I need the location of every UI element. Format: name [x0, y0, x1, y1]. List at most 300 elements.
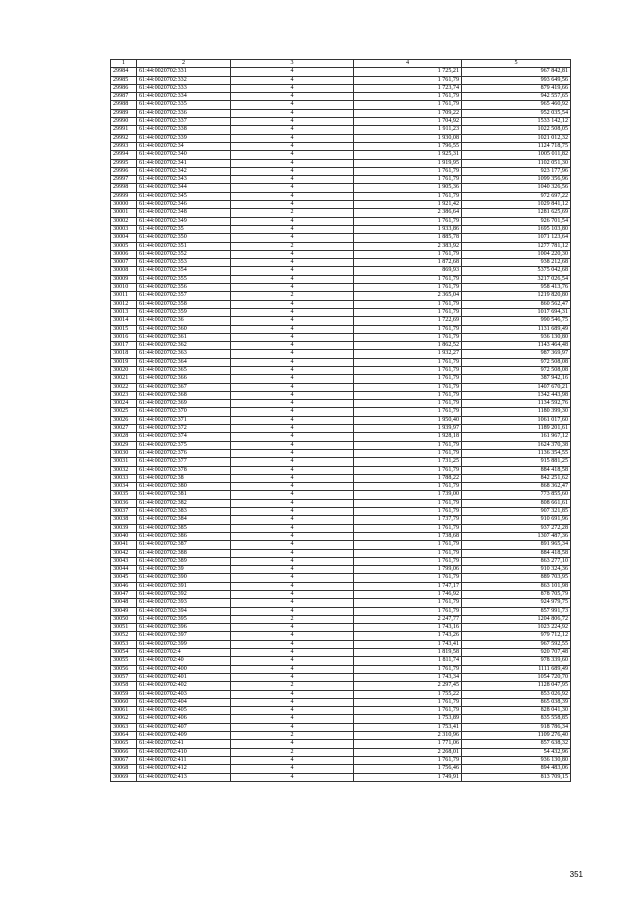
value-cell: 958 413,76 — [462, 284, 571, 292]
value-cell: 952 035,54 — [462, 109, 571, 117]
table-row — [111, 366, 571, 374]
area-cell: 1 761,79 — [354, 358, 462, 366]
cadastral-number-cell: 61:44:0020702:394 — [137, 607, 231, 615]
table-row — [111, 333, 571, 341]
row-number-cell: 30046 — [111, 582, 137, 590]
count-cell: 4 — [231, 491, 354, 499]
value-cell: 972 508,08 — [462, 366, 571, 374]
value-cell: 967 592,55 — [462, 640, 571, 648]
table-row — [111, 690, 571, 698]
table-row — [111, 765, 571, 773]
table-row — [111, 748, 571, 756]
value-cell: 979 712,12 — [462, 632, 571, 640]
row-number-cell: 30063 — [111, 723, 137, 731]
row-number-cell: 30038 — [111, 516, 137, 524]
count-cell: 4 — [231, 408, 354, 416]
table-row — [111, 574, 571, 582]
row-number-cell: 30007 — [111, 259, 137, 267]
value-cell: 972 508,08 — [462, 358, 571, 366]
table-row — [111, 549, 571, 557]
count-cell: 4 — [231, 425, 354, 433]
area-cell: 1 761,79 — [354, 192, 462, 200]
area-cell: 1 731,25 — [354, 458, 462, 466]
row-number-cell: 29995 — [111, 159, 137, 167]
value-cell: 1134 592,76 — [462, 400, 571, 408]
area-cell: 1 761,79 — [354, 400, 462, 408]
area-cell: 1 761,79 — [354, 698, 462, 706]
count-cell: 4 — [231, 524, 354, 532]
value-cell: 1219 820,80 — [462, 292, 571, 300]
area-cell: 1 761,79 — [354, 383, 462, 391]
area-cell: 1 739,00 — [354, 491, 462, 499]
table-row — [111, 308, 571, 316]
area-cell: 1 761,79 — [354, 250, 462, 258]
area-cell: 1 950,40 — [354, 416, 462, 424]
count-cell: 4 — [231, 333, 354, 341]
value-cell: 3217 026,54 — [462, 275, 571, 283]
area-cell: 1 761,79 — [354, 284, 462, 292]
row-number-cell: 30034 — [111, 483, 137, 491]
value-cell: 1533 142,12 — [462, 118, 571, 126]
area-cell: 1 761,79 — [354, 333, 462, 341]
area-cell: 1 921,42 — [354, 201, 462, 209]
table-row — [111, 93, 571, 101]
header-cell-4: 4 — [354, 60, 462, 68]
cadastral-number-cell: 61:44:0020702:411 — [137, 756, 231, 764]
area-cell: 1 725,21 — [354, 68, 462, 76]
table-row — [111, 151, 571, 159]
row-number-cell: 30056 — [111, 665, 137, 673]
cadastral-number-cell: 61:44:0020702:404 — [137, 698, 231, 706]
row-number-cell: 30016 — [111, 333, 137, 341]
count-cell: 4 — [231, 657, 354, 665]
area-cell: 1 749,91 — [354, 773, 462, 781]
table-row — [111, 698, 571, 706]
cadastral-number-cell: 61:44:0020702:36 — [137, 317, 231, 325]
table-row — [111, 350, 571, 358]
area-cell: 1 761,79 — [354, 574, 462, 582]
table-row — [111, 192, 571, 200]
count-cell: 4 — [231, 391, 354, 399]
table-row — [111, 275, 571, 283]
count-cell: 4 — [231, 715, 354, 723]
table-row — [111, 773, 571, 781]
count-cell: 4 — [231, 284, 354, 292]
cadastral-number-cell: 61:44:0020702:340 — [137, 151, 231, 159]
value-cell: 1111 689,49 — [462, 665, 571, 673]
area-cell: 1 761,79 — [354, 665, 462, 673]
area-cell: 1 885,78 — [354, 234, 462, 242]
area-cell: 2 365,04 — [354, 292, 462, 300]
row-number-cell: 30005 — [111, 242, 137, 250]
table-row — [111, 425, 571, 433]
table-row — [111, 466, 571, 474]
count-cell: 4 — [231, 690, 354, 698]
table-row — [111, 607, 571, 615]
count-cell: 4 — [231, 607, 354, 615]
cadastral-number-cell: 61:44:0020702:364 — [137, 358, 231, 366]
value-cell: 813 709,15 — [462, 773, 571, 781]
cadastral-number-cell: 61:44:0020702:410 — [137, 748, 231, 756]
area-cell: 1 819,58 — [354, 649, 462, 657]
table-row — [111, 408, 571, 416]
cadastral-number-cell: 61:44:0020702:346 — [137, 201, 231, 209]
area-cell: 1 704,92 — [354, 118, 462, 126]
value-cell: 938 212,68 — [462, 259, 571, 267]
cadastral-number-cell: 61:44:0020702:355 — [137, 275, 231, 283]
value-cell: 1029 841,12 — [462, 201, 571, 209]
table-row — [111, 532, 571, 540]
count-cell: 4 — [231, 375, 354, 383]
area-cell: 1 761,79 — [354, 541, 462, 549]
table-row — [111, 400, 571, 408]
row-number-cell: 30017 — [111, 342, 137, 350]
table-row — [111, 557, 571, 565]
cadastral-number-cell: 61:44:0020702:376 — [137, 449, 231, 457]
cadastral-number-cell: 61:44:0020702:412 — [137, 765, 231, 773]
cadastral-number-cell: 61:44:0020702:395 — [137, 615, 231, 623]
area-cell: 1 761,79 — [354, 217, 462, 225]
value-cell: 993 649,56 — [462, 76, 571, 84]
table-row — [111, 209, 571, 217]
value-cell: 967 842,81 — [462, 68, 571, 76]
value-cell: 808 661,61 — [462, 499, 571, 507]
row-number-cell: 30012 — [111, 300, 137, 308]
table-row — [111, 682, 571, 690]
count-cell: 4 — [231, 275, 354, 283]
row-number-cell: 30011 — [111, 292, 137, 300]
table-row — [111, 441, 571, 449]
value-cell: 889 703,95 — [462, 574, 571, 582]
cadastral-number-cell: 61:44:0020702:368 — [137, 391, 231, 399]
table-header-row — [111, 60, 571, 68]
header-cell-3: 3 — [231, 60, 354, 68]
row-number-cell: 30069 — [111, 773, 137, 781]
table-row — [111, 740, 571, 748]
count-cell: 4 — [231, 474, 354, 482]
area-cell: 1 925,31 — [354, 151, 462, 159]
row-number-cell: 30062 — [111, 715, 137, 723]
table-row — [111, 474, 571, 482]
value-cell: 865 038,39 — [462, 698, 571, 706]
count-cell: 4 — [231, 267, 354, 275]
row-number-cell: 30061 — [111, 707, 137, 715]
value-cell: 1128 047,95 — [462, 682, 571, 690]
row-number-cell: 30020 — [111, 366, 137, 374]
count-cell: 4 — [231, 591, 354, 599]
area-cell: 1 761,79 — [354, 167, 462, 175]
row-number-cell: 29989 — [111, 109, 137, 117]
row-number-cell: 30008 — [111, 267, 137, 275]
count-cell: 4 — [231, 184, 354, 192]
count-cell: 4 — [231, 192, 354, 200]
area-cell: 1 743,26 — [354, 632, 462, 640]
value-cell: 161 967,12 — [462, 433, 571, 441]
value-cell: 972 697,22 — [462, 192, 571, 200]
value-cell: 842 251,62 — [462, 474, 571, 482]
count-cell: 4 — [231, 308, 354, 316]
cadastral-number-cell: 61:44:0020702:343 — [137, 176, 231, 184]
cadastral-number-cell: 61:44:0020702:388 — [137, 549, 231, 557]
row-number-cell: 30009 — [111, 275, 137, 283]
table-row — [111, 673, 571, 681]
table-body — [111, 68, 571, 782]
area-cell: 1 743,16 — [354, 624, 462, 632]
count-cell: 4 — [231, 449, 354, 457]
value-cell: 924 979,75 — [462, 599, 571, 607]
count-cell: 4 — [231, 665, 354, 673]
cadastral-number-cell: 61:44:0020702:386 — [137, 532, 231, 540]
row-number-cell: 30041 — [111, 541, 137, 549]
cadastral-number-cell: 61:44:0020702:38 — [137, 474, 231, 482]
area-cell: 1 799,06 — [354, 566, 462, 574]
cadastral-number-cell: 61:44:0020702:387 — [137, 541, 231, 549]
value-cell: 936 130,80 — [462, 333, 571, 341]
cadastral-number-cell: 61:44:0020702:350 — [137, 234, 231, 242]
count-cell: 4 — [231, 317, 354, 325]
table-row — [111, 300, 571, 308]
area-cell: 1 761,79 — [354, 308, 462, 316]
value-cell: 1124 718,75 — [462, 142, 571, 150]
row-number-cell: 29987 — [111, 93, 137, 101]
count-cell: 4 — [231, 541, 354, 549]
row-number-cell: 30021 — [111, 375, 137, 383]
cadastral-number-cell: 61:44:0020702:39 — [137, 566, 231, 574]
row-number-cell: 30042 — [111, 549, 137, 557]
count-cell: 4 — [231, 151, 354, 159]
table-row — [111, 524, 571, 532]
page-number: 351 — [569, 870, 583, 879]
row-number-cell: 30050 — [111, 615, 137, 623]
cadastral-number-cell: 61:44:0020702:363 — [137, 350, 231, 358]
count-cell: 4 — [231, 483, 354, 491]
table-row — [111, 499, 571, 507]
value-cell: 936 130,80 — [462, 756, 571, 764]
cadastral-number-cell: 61:44:0020702:374 — [137, 433, 231, 441]
cadastral-number-cell: 61:44:0020702:370 — [137, 408, 231, 416]
value-cell: 910 691,96 — [462, 516, 571, 524]
table-row — [111, 142, 571, 150]
cadastral-number-cell: 61:44:0020702:360 — [137, 325, 231, 333]
count-cell: 4 — [231, 466, 354, 474]
area-cell: 1 761,79 — [354, 391, 462, 399]
row-number-cell: 30052 — [111, 632, 137, 640]
table-row — [111, 665, 571, 673]
row-number-cell: 29999 — [111, 192, 137, 200]
row-number-cell: 30003 — [111, 225, 137, 233]
count-cell: 4 — [231, 350, 354, 358]
cadastral-number-cell: 61:44:0020702:338 — [137, 126, 231, 134]
cadastral-number-cell: 61:44:0020702:381 — [137, 491, 231, 499]
row-number-cell: 30036 — [111, 499, 137, 507]
row-number-cell: 30045 — [111, 574, 137, 582]
row-number-cell: 30065 — [111, 740, 137, 748]
row-number-cell: 30027 — [111, 425, 137, 433]
area-cell: 1 738,68 — [354, 532, 462, 540]
cadastral-number-cell: 61:44:0020702:391 — [137, 582, 231, 590]
area-cell: 1 919,95 — [354, 159, 462, 167]
area-cell: 1 761,79 — [354, 499, 462, 507]
count-cell: 4 — [231, 400, 354, 408]
cadastral-number-cell: 61:44:0020702:4 — [137, 649, 231, 657]
table-row — [111, 416, 571, 424]
count-cell: 4 — [231, 632, 354, 640]
table-row — [111, 225, 571, 233]
cadastral-number-cell: 61:44:0020702:405 — [137, 707, 231, 715]
value-cell: 965 460,92 — [462, 101, 571, 109]
cadastral-number-cell: 61:44:0020702:402 — [137, 682, 231, 690]
cadastral-number-cell: 61:44:0020702:378 — [137, 466, 231, 474]
value-cell: 1407 670,21 — [462, 383, 571, 391]
row-number-cell: 30028 — [111, 433, 137, 441]
row-number-cell: 29986 — [111, 84, 137, 92]
cadastral-number-cell: 61:44:0020702:34 — [137, 142, 231, 150]
count-cell: 4 — [231, 723, 354, 731]
area-cell: 1 872,68 — [354, 259, 462, 267]
count-cell: 4 — [231, 549, 354, 557]
count-cell: 4 — [231, 441, 354, 449]
cadastral-number-cell: 61:44:0020702:366 — [137, 375, 231, 383]
value-cell: 926 701,54 — [462, 217, 571, 225]
table-row — [111, 167, 571, 175]
area-cell: 1 862,52 — [354, 342, 462, 350]
area-cell: 1 747,17 — [354, 582, 462, 590]
area-cell: 1 761,79 — [354, 756, 462, 764]
value-cell: 1023 224,92 — [462, 624, 571, 632]
area-cell: 1 761,79 — [354, 466, 462, 474]
row-number-cell: 30015 — [111, 325, 137, 333]
area-cell: 1 753,89 — [354, 715, 462, 723]
table-row — [111, 68, 571, 76]
value-cell: 1102 051,30 — [462, 159, 571, 167]
table-row — [111, 118, 571, 126]
table-row — [111, 707, 571, 715]
row-number-cell: 30032 — [111, 466, 137, 474]
area-cell: 2 268,01 — [354, 748, 462, 756]
row-number-cell: 30058 — [111, 682, 137, 690]
cadastral-table — [110, 59, 571, 782]
row-number-cell: 30035 — [111, 491, 137, 499]
area-cell: 1 737,79 — [354, 516, 462, 524]
count-cell: 4 — [231, 201, 354, 209]
count-cell: 4 — [231, 582, 354, 590]
row-number-cell: 30001 — [111, 209, 137, 217]
row-number-cell: 30060 — [111, 698, 137, 706]
value-cell: 1022 508,05 — [462, 126, 571, 134]
value-cell: 978 339,60 — [462, 657, 571, 665]
cadastral-number-cell: 61:44:0020702:367 — [137, 383, 231, 391]
count-cell: 2 — [231, 732, 354, 740]
value-cell: 853 026,92 — [462, 690, 571, 698]
cadastral-number-cell: 61:44:0020702:400 — [137, 665, 231, 673]
area-cell: 1 761,79 — [354, 449, 462, 457]
row-number-cell: 30018 — [111, 350, 137, 358]
value-cell: 918 786,34 — [462, 723, 571, 731]
cadastral-number-cell: 61:44:0020702:331 — [137, 68, 231, 76]
cadastral-number-cell: 61:44:0020702:409 — [137, 732, 231, 740]
value-cell: 868 362,47 — [462, 483, 571, 491]
count-cell: 4 — [231, 250, 354, 258]
row-number-cell: 30019 — [111, 358, 137, 366]
table-row — [111, 649, 571, 657]
table-row — [111, 483, 571, 491]
value-cell: 1061 017,60 — [462, 416, 571, 424]
row-number-cell: 30010 — [111, 284, 137, 292]
count-cell: 4 — [231, 698, 354, 706]
row-number-cell: 30023 — [111, 391, 137, 399]
cadastral-number-cell: 61:44:0020702:365 — [137, 366, 231, 374]
value-cell: 863 101,98 — [462, 582, 571, 590]
value-cell: 828 041,30 — [462, 707, 571, 715]
area-cell: 2 383,92 — [354, 242, 462, 250]
row-number-cell: 30022 — [111, 383, 137, 391]
cadastral-number-cell: 61:44:0020702:385 — [137, 524, 231, 532]
table-row — [111, 159, 571, 167]
area-cell: 1 761,79 — [354, 76, 462, 84]
row-number-cell: 30047 — [111, 591, 137, 599]
table-row — [111, 109, 571, 117]
row-number-cell: 30014 — [111, 317, 137, 325]
cadastral-number-cell: 61:44:0020702:375 — [137, 441, 231, 449]
cadastral-number-cell: 61:44:0020702:356 — [137, 284, 231, 292]
area-cell: 1 761,79 — [354, 101, 462, 109]
value-cell: 879 419,66 — [462, 84, 571, 92]
area-cell: 2 386,64 — [354, 209, 462, 217]
count-cell: 4 — [231, 325, 354, 333]
cadastral-number-cell: 61:44:0020702:377 — [137, 458, 231, 466]
table-row — [111, 657, 571, 665]
count-cell: 4 — [231, 176, 354, 184]
count-cell: 4 — [231, 640, 354, 648]
area-cell: 1 761,79 — [354, 508, 462, 516]
value-cell: 1131 689,49 — [462, 325, 571, 333]
cadastral-number-cell: 61:44:0020702:344 — [137, 184, 231, 192]
table-row — [111, 267, 571, 275]
area-cell: 1 761,79 — [354, 557, 462, 565]
cadastral-number-cell: 61:44:0020702:345 — [137, 192, 231, 200]
cadastral-number-cell: 61:44:0020702:337 — [137, 118, 231, 126]
count-cell: 4 — [231, 167, 354, 175]
area-cell: 1 709,22 — [354, 109, 462, 117]
count-cell: 4 — [231, 499, 354, 507]
table-row — [111, 508, 571, 516]
row-number-cell: 30053 — [111, 640, 137, 648]
table-row — [111, 391, 571, 399]
table-row — [111, 582, 571, 590]
value-cell: 910 324,36 — [462, 566, 571, 574]
value-cell: 907 321,85 — [462, 508, 571, 516]
count-cell: 4 — [231, 765, 354, 773]
count-cell: 4 — [231, 101, 354, 109]
table-row — [111, 317, 571, 325]
row-number-cell: 30002 — [111, 217, 137, 225]
cadastral-number-cell: 61:44:0020702:335 — [137, 101, 231, 109]
cadastral-number-cell: 61:44:0020702:372 — [137, 425, 231, 433]
value-cell: 1004 220,30 — [462, 250, 571, 258]
row-number-cell: 30066 — [111, 748, 137, 756]
table-row — [111, 715, 571, 723]
value-cell: 878 705,79 — [462, 591, 571, 599]
table-row — [111, 84, 571, 92]
count-cell: 4 — [231, 84, 354, 92]
table-row — [111, 624, 571, 632]
row-number-cell: 30000 — [111, 201, 137, 209]
count-cell: 2 — [231, 615, 354, 623]
cadastral-number-cell: 61:44:0020702:357 — [137, 292, 231, 300]
count-cell: 4 — [231, 109, 354, 117]
table-row — [111, 325, 571, 333]
value-cell: 1017 694,31 — [462, 308, 571, 316]
